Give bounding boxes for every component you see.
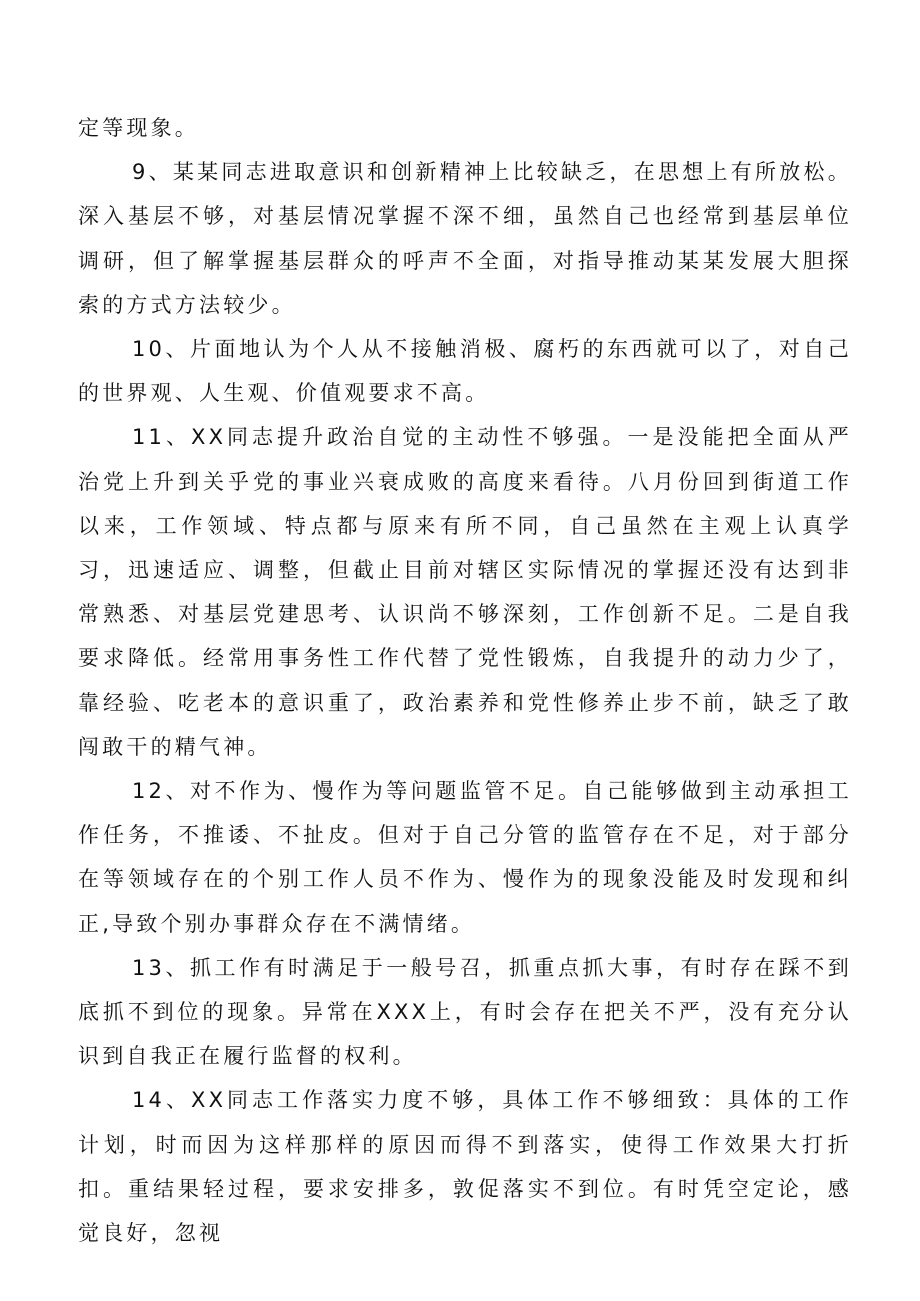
paragraph-item-10: 10、片面地认为个人从不接触消极、腐朽的东西就可以了，对自己的世界观、人生观、价值观要求不高。 [78,337,852,406]
document-body [78,106,852,1255]
paragraph-continuation: 定等现象。 [78,116,199,140]
paragraph-item-12: 12、对不作为、慢作为等问题监管不足。自己能够做到主动承担工作任务，不推诿、不扯皮。但对于自己分管的监管存在不足，对于部分在等领域存在的个别工作人员不作为、慢作为的现象没能及时发现和纠正,导致个别办事群众存在不满情绪。 [78,779,852,936]
paragraph-item-14: 14、XX同志工作落实力度不够，具体工作不够细致：具体的工作计划，时而因为这样那样的原因而得不到落实，使得工作效果大打折扣。重结果轻过程，要求安排多，敦促落实不到位。有时凭空定论，感觉良好，忽视 [78,1088,852,1246]
paragraph-item-11: 11、XX同志提升政治自觉的主动性不够强。一是没能把全面从严治党上升到关乎党的事业兴衰成败的高度来看待。八月份回到街道工作以来，工作领域、特点都与原来有所不同，自己虽然在主观上认真学习，迅速适应、调整，但截止目前对辖区实际情况的掌握还没有达到非常熟悉、对基层党建思考、认识尚不够深刻，工作创新不足。二是自我要求降低。经常用事务性工作代替了党性锻炼，自我提升的动力少了，靠经验、吃老本的意识重了，政治素养和党性修养止步不前，缺乏了敢闯敢干的精气神。 [78,425,852,759]
paragraph-item-9: 9、某某同志进取意识和创新精神上比较缺乏，在思想上有所放松。深入基层不够，对基层情况掌握不深不细，虽然自己也经常到基层单位调研，但了解掌握基层群众的呼声不全面，对指导推动某某发展大胆探索的方式方法较少。 [78,160,852,317]
paragraph-item-13: 13、抓工作有时满足于一般号召，抓重点抓大事，有时存在踩不到底抓不到位的现象。异常在XXX上，有时会存在把关不严，没有充分认识到自我正在履行监督的权利。 [78,955,852,1069]
